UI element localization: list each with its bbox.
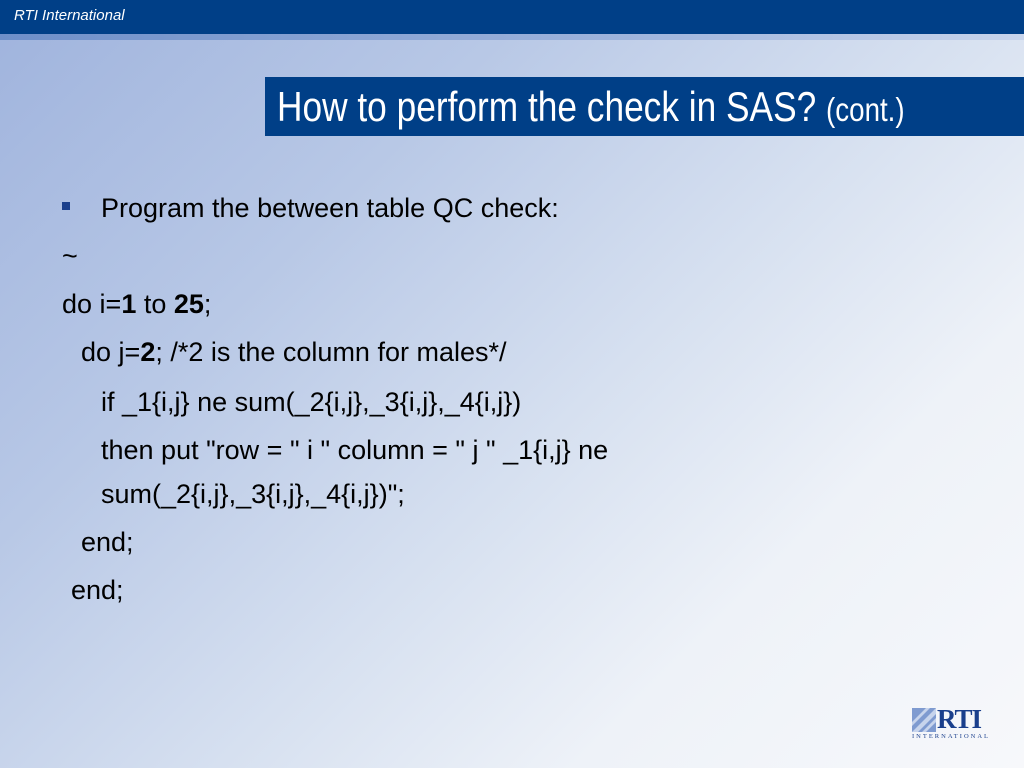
code-line-do-j-c: ; /*2 is the column for males*/ (155, 337, 507, 367)
slide-title (277, 83, 905, 134)
code-line-do-i-start: 1 (121, 289, 137, 319)
code-tilde: ~ (62, 241, 78, 271)
code-line-do-i-a: do i= (62, 289, 122, 319)
code-line-do-i-e: ; (203, 289, 212, 319)
code-line-end-inner: end; (81, 527, 134, 557)
rti-logo-mark-icon (912, 708, 936, 732)
slide-title-sub: (cont.) (826, 91, 905, 128)
rti-logo-text: RTI (937, 704, 982, 734)
slide-title-main: How to perform the check in SAS? (277, 83, 817, 130)
code-line-do-j (81, 336, 507, 368)
bullet-marker (62, 202, 70, 210)
code-line-do-i-c: to (136, 289, 174, 319)
header-org-label: RTI International (14, 7, 125, 24)
slide-title-box (265, 77, 1024, 136)
header-accent-line (0, 34, 1024, 40)
code-line-do-i (62, 288, 211, 320)
code-line-do-i-end: 25 (173, 289, 204, 319)
code-line-then-1: then put "row = " i " column = " j " _1{i,j} ne (101, 435, 609, 465)
code-line-if: if _1{i,j} ne sum(_2{i,j},_3{i,j},_4{i,j}) (101, 387, 522, 417)
rti-logo-subtext: INTERNATIONAL (912, 733, 990, 740)
code-line-end-outer: end; (71, 575, 124, 605)
bullet-text: Program the between table QC check: (101, 193, 559, 223)
code-line-do-j-value: 2 (140, 337, 156, 367)
header-bar (0, 0, 1024, 34)
code-line-do-j-a: do j= (81, 337, 141, 367)
code-line-then-2: sum(_2{i,j},_3{i,j},_4{i,j})"; (101, 479, 405, 509)
rti-logo (912, 704, 990, 743)
